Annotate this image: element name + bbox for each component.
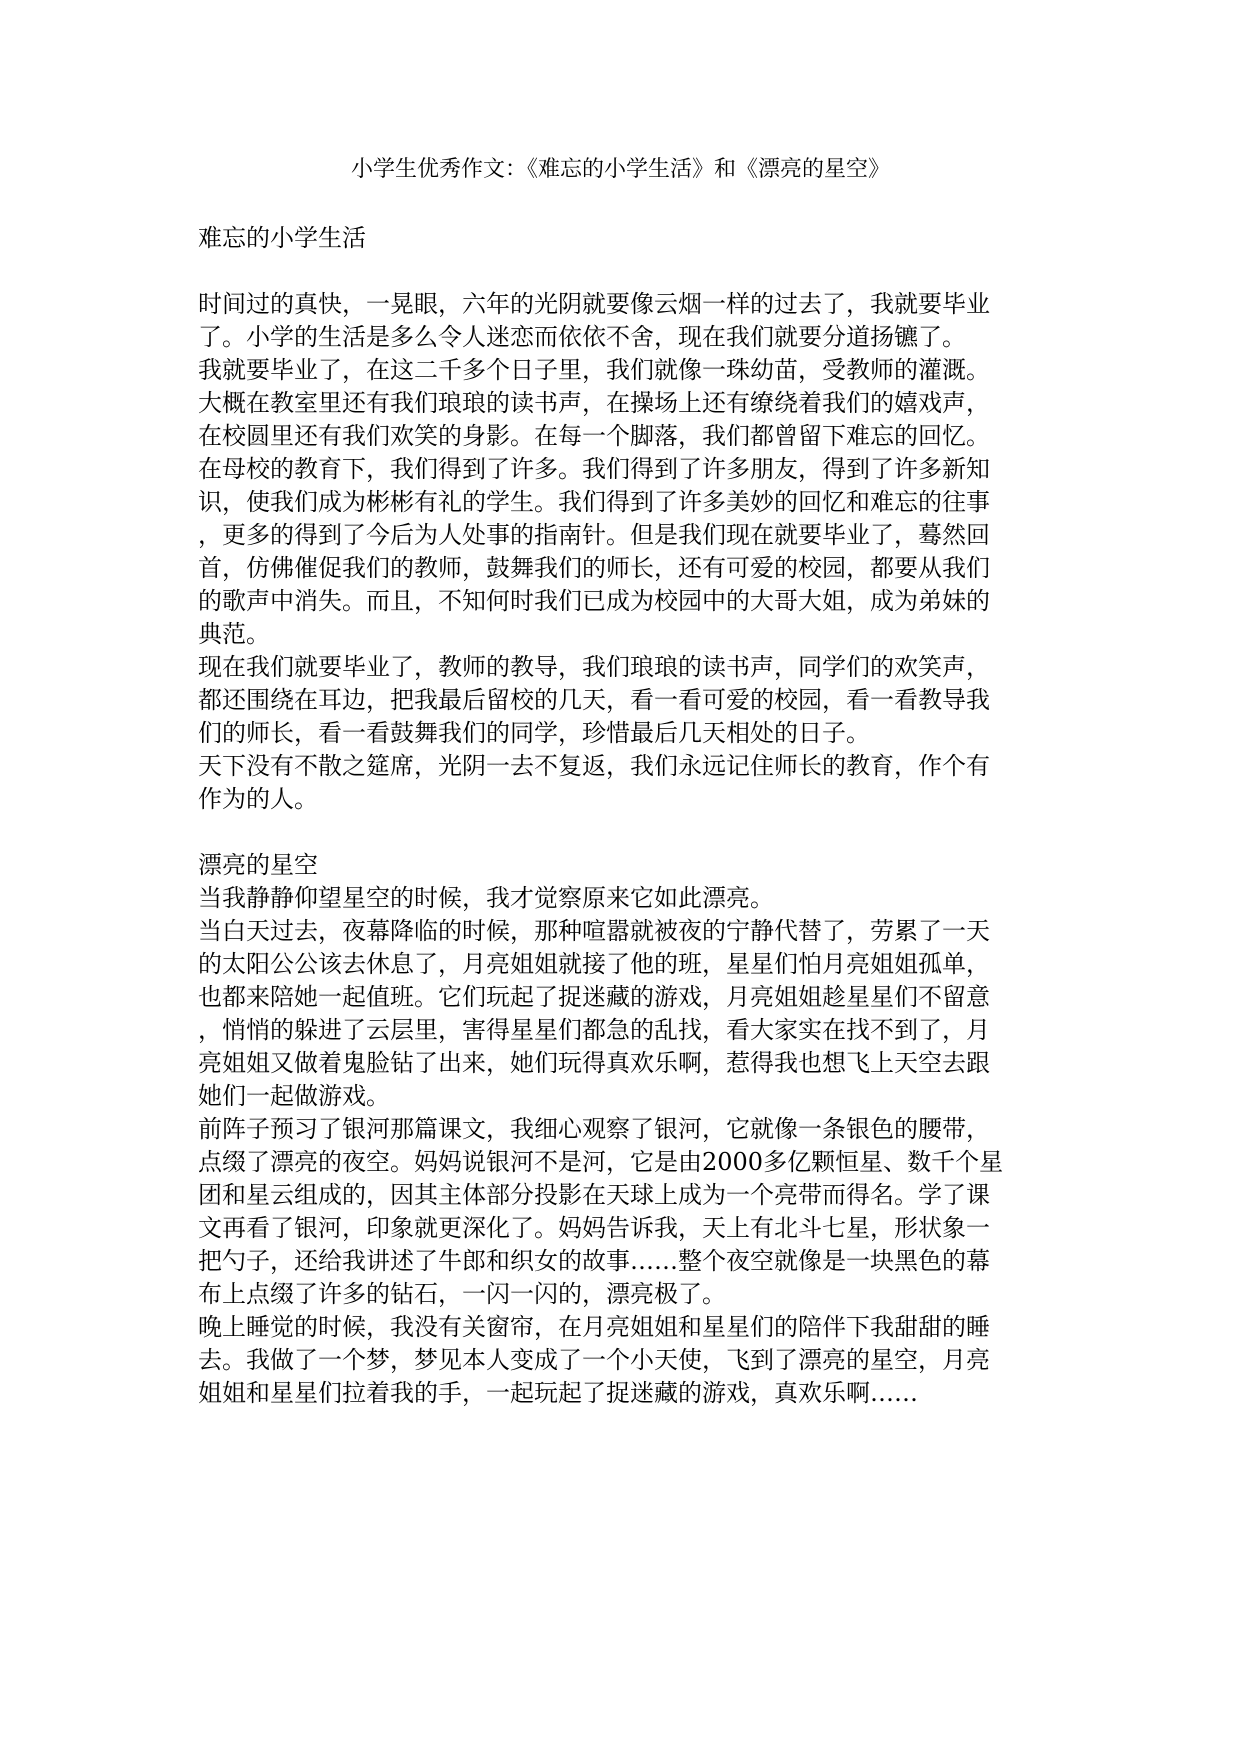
- text-line: 们的师长，看一看鼓舞我们的同学，珍惜最后几天相处的日子。: [198, 719, 870, 747]
- text-line: 识，使我们成为彬彬有礼的学生。我们得到了许多美妙的回忆和难忘的往事: [198, 488, 990, 516]
- text-line: 布上点缀了许多的钻石，一闪一闪的，漂亮极了。: [198, 1280, 726, 1308]
- text-line: 作为的人。: [198, 785, 318, 813]
- text-line: 首，仿佛催促我们的教师，鼓舞我们的师长，还有可爱的校园，都要从我们: [198, 554, 990, 582]
- text-line: 去。我做了一个梦，梦见本人变成了一个小天使，飞到了漂亮的星空，月亮: [198, 1346, 990, 1374]
- text-line: 我就要毕业了，在这二千多个日子里，我们就像一珠幼苗，受教师的灌溉。: [198, 356, 990, 384]
- document-body: [198, 222, 1038, 1410]
- text-line: 的歌声中消失。而且，不知何时我们已成为校园中的大哥大姐，成为弟妹的: [198, 587, 990, 615]
- paragraph: [198, 288, 1038, 354]
- text-line: 在母校的教育下，我们得到了许多。我们得到了许多朋友，得到了许多新知: [198, 455, 990, 483]
- text-line: 她们一起做游戏。: [198, 1082, 390, 1110]
- text-line: 把勺子，还给我讲述了牛郎和织女的故事……整个夜空就像是一块黑色的幕: [198, 1247, 990, 1275]
- text-line: 都还围绕在耳边，把我最后留校的几天，看一看可爱的校园，看一看教导我: [198, 686, 990, 714]
- essay-section-2: [198, 849, 1038, 1410]
- text-line: 点缀了漂亮的夜空。妈妈说银河不是河，它是由2000多亿颗恒星、数千个星: [198, 1148, 1004, 1176]
- paragraph: [198, 1311, 1038, 1410]
- essay-section-1: [198, 222, 1038, 816]
- text-line: 的太阳公公该去休息了，月亮姐姐就接了他的班，星星们怕月亮姐姐孤单，: [198, 950, 990, 978]
- paragraph: [198, 1113, 1038, 1311]
- essay-title: 漂亮的星空: [198, 851, 318, 879]
- text-line: 文再看了银河，印象就更深化了。妈妈告诉我，天上有北斗七星，形状象一: [198, 1214, 990, 1242]
- text-line: 大概在教室里还有我们琅琅的读书声，在操场上还有缭绕着我们的嬉戏声，: [198, 389, 990, 417]
- paragraph: [198, 882, 1038, 915]
- text-line: 时间过的真快，一晃眼，六年的光阴就要像云烟一样的过去了，我就要毕业: [198, 290, 990, 318]
- text-line: ，悄悄的躲进了云层里，害得星星们都急的乱找，看大家实在找不到了，月: [198, 1016, 990, 1044]
- text-line: 亮姐姐又做着鬼脸钻了出来，她们玩得真欢乐啊，惹得我也想飞上天空去跟: [198, 1049, 990, 1077]
- document-title: 小学生优秀作文：《难忘的小学生活》和《漂亮的星空》: [350, 157, 890, 182]
- text-line: 天下没有不散之筵席，光阴一去不复返，我们永远记住师长的教育，作个有: [198, 752, 990, 780]
- text-line: 前阵子预习了银河那篇课文，我细心观察了银河，它就像一条银色的腰带，: [198, 1115, 990, 1143]
- text-line: 晚上睡觉的时候，我没有关窗帘，在月亮姐姐和星星们的陪伴下我甜甜的睡: [198, 1313, 990, 1341]
- text-line: 典范。: [198, 620, 270, 648]
- text-line: 姐姐和星星们拉着我的手，一起玩起了捉迷藏的游戏，真欢乐啊……: [198, 1379, 918, 1407]
- paragraph: [198, 354, 1038, 651]
- text-line: 也都来陪她一起值班。它们玩起了捉迷藏的游戏，月亮姐姐趁星星们不留意: [198, 983, 990, 1011]
- text-line: 当白天过去，夜幕降临的时候，那种喧嚣就被夜的宁静代替了，劳累了一天: [198, 917, 990, 945]
- paragraph: [198, 651, 1038, 750]
- text-line: 当我静静仰望星空的时候，我才觉察原来它如此漂亮。: [198, 884, 774, 912]
- text-line: 现在我们就要毕业了，教师的教导，我们琅琅的读书声，同学们的欢笑声，: [198, 653, 990, 681]
- text-line: 团和星云组成的，因其主体部分投影在天球上成为一个亮带而得名。学了课: [198, 1181, 990, 1209]
- essay-title: 难忘的小学生活: [198, 224, 366, 252]
- paragraph: [198, 750, 1038, 816]
- text-line: ，更多的得到了今后为人处事的指南针。但是我们现在就要毕业了，蓦然回: [198, 521, 990, 549]
- paragraph: [198, 915, 1038, 1113]
- text-line: 在校圆里还有我们欢笑的身影。在每一个脚落，我们都曾留下难忘的回忆。: [198, 422, 990, 450]
- text-line: 了。小学的生活是多么令人迷恋而依依不舍，现在我们就要分道扬镳了。: [198, 323, 966, 351]
